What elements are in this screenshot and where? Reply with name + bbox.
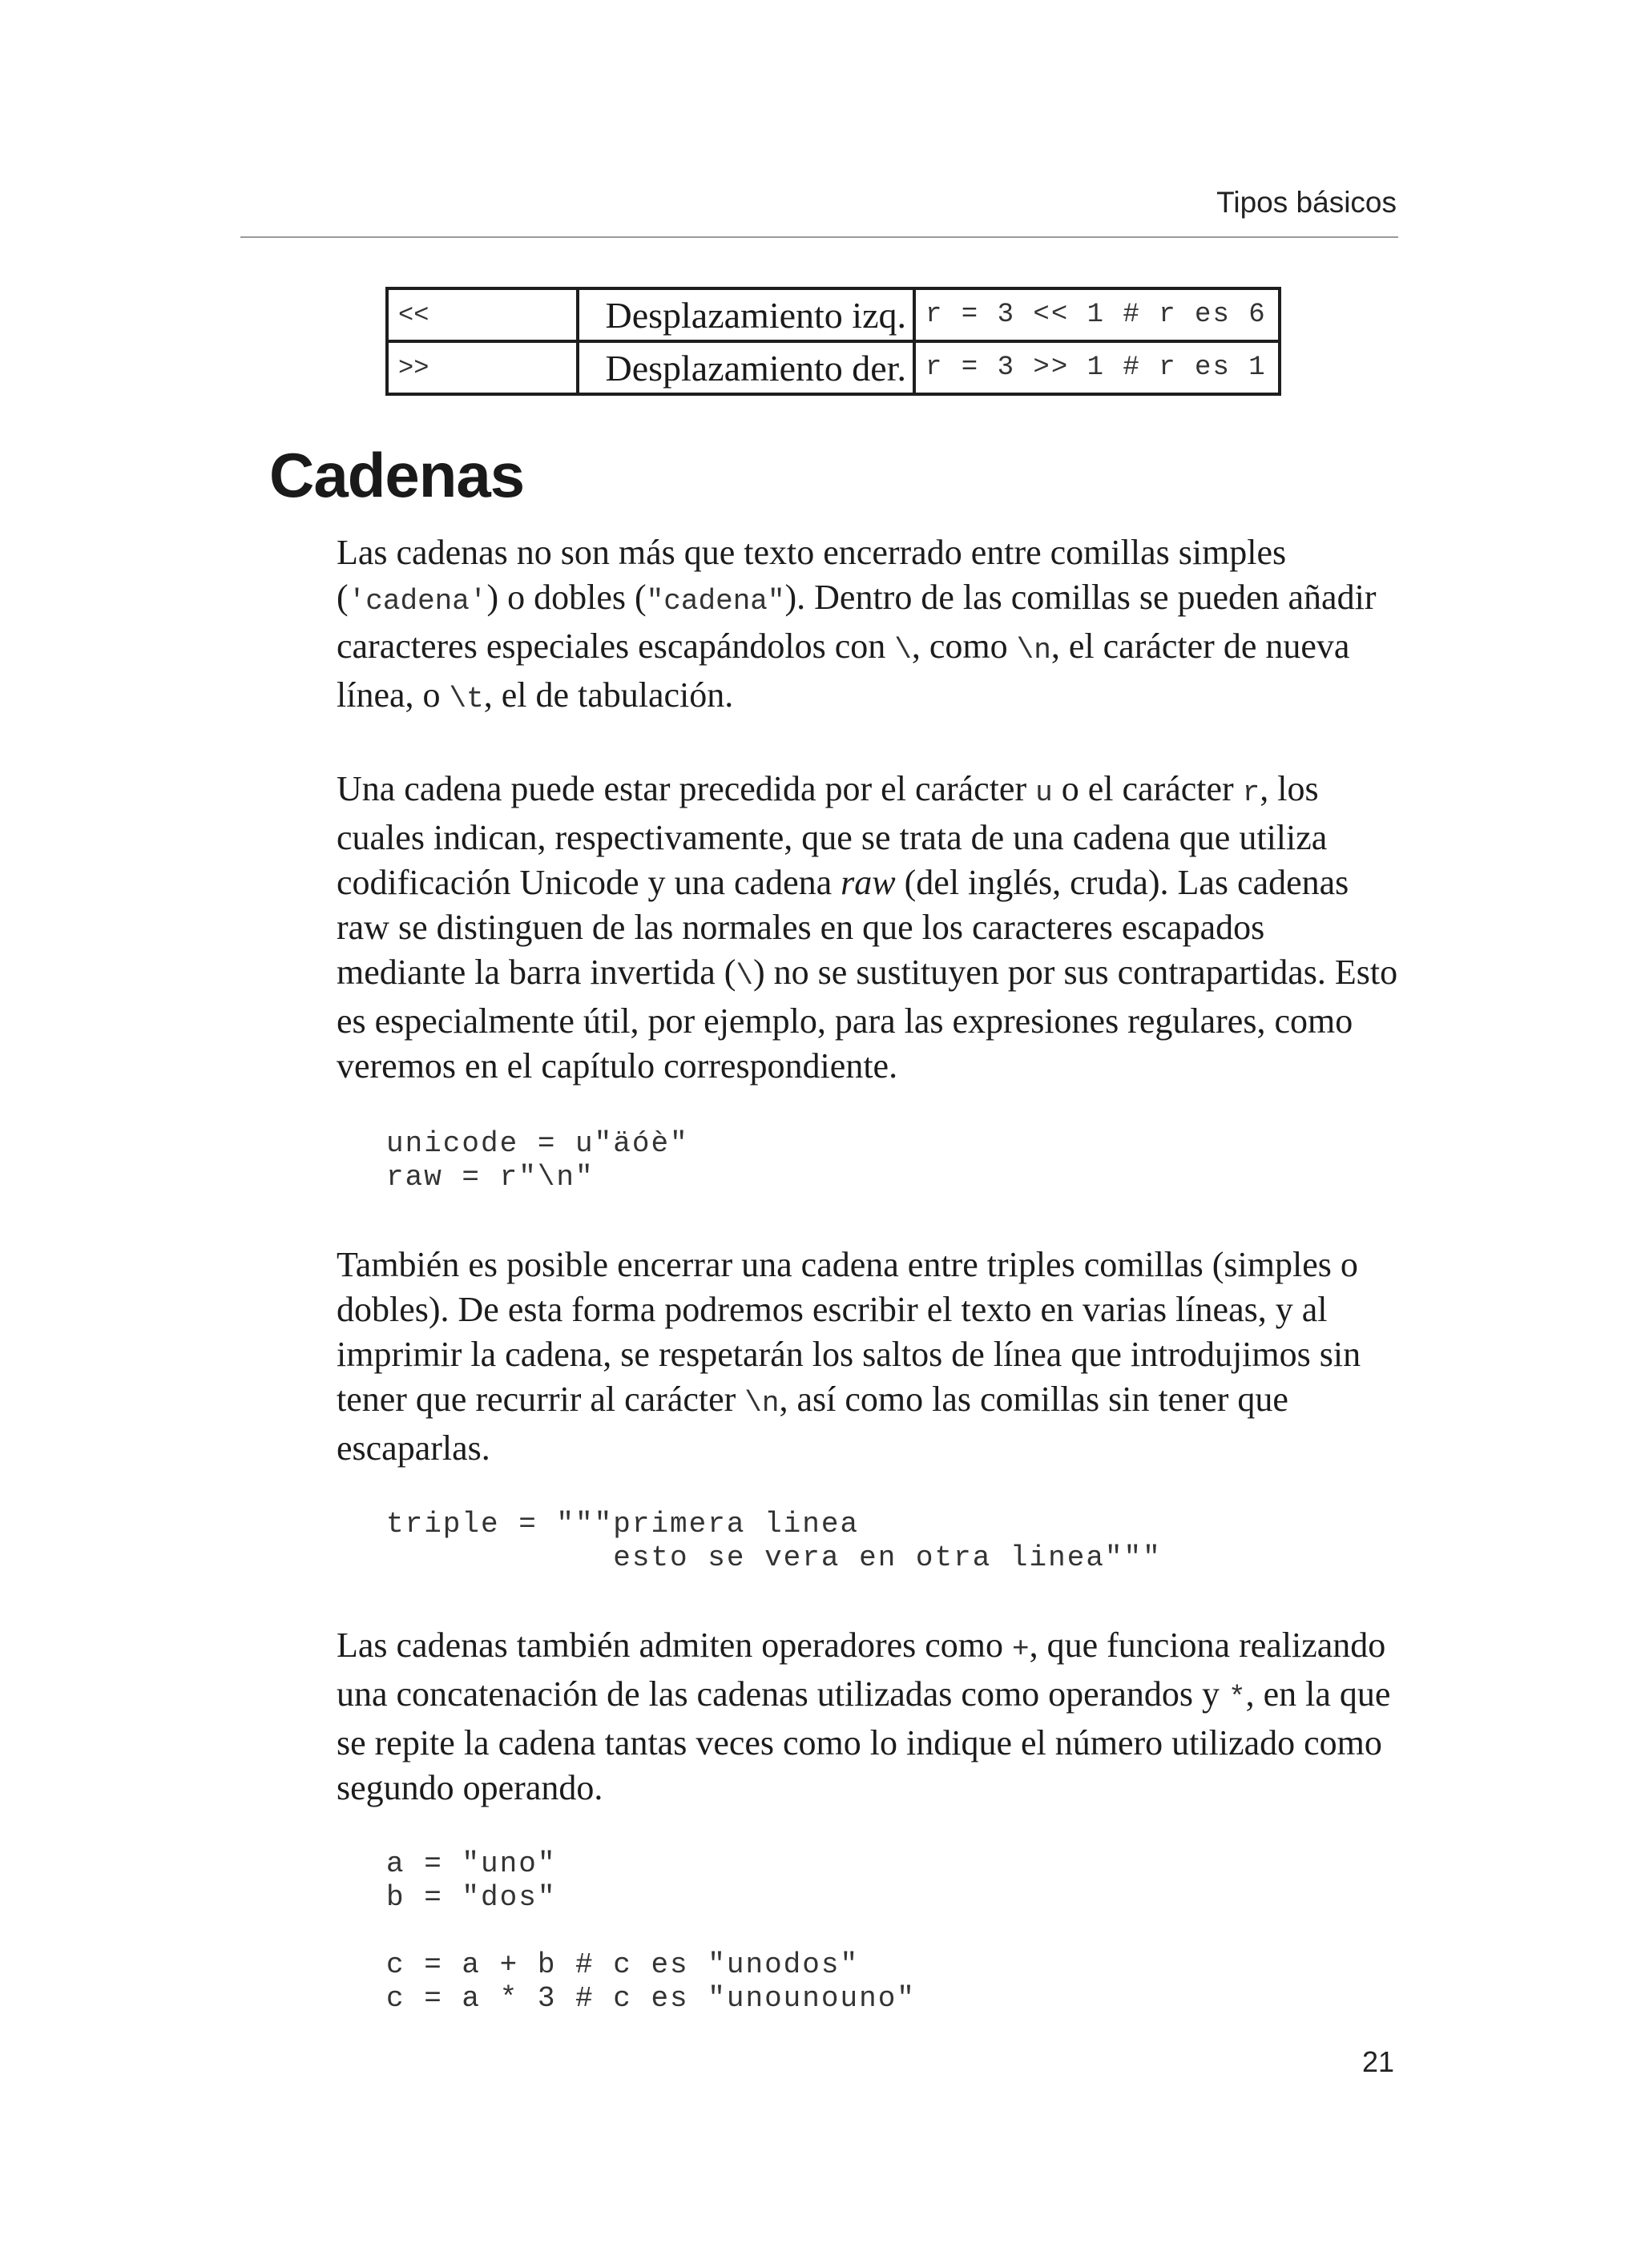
inline-code: "cadena" [646, 585, 785, 618]
description-cell: Desplazamiento izq. [578, 288, 914, 341]
inline-code: * [1228, 1682, 1246, 1714]
operator-cell: << [387, 288, 578, 341]
code-block-triple: triple = """primera linea esto se vera en otra linea""" [386, 1508, 1162, 1574]
description-cell: Desplazamiento der. [578, 341, 914, 394]
page-number: 21 [1361, 2045, 1394, 2078]
text-span: ) no se sustituyen por sus contrapartidas. Esto es especialmente útil, por ejemplo, para las expresiones regulares, como veremos en el capítulo correspondiente. [337, 953, 1398, 1086]
inline-code: \n [744, 1387, 780, 1420]
example-cell: r = 3 >> 1 # r es 1 [914, 341, 1280, 394]
inline-code: + [1012, 1633, 1030, 1666]
operator-cell: >> [387, 341, 578, 394]
text-span: ). Dentro de las comillas se pueden añadir caracteres especiales escapándolos con [337, 578, 1377, 666]
inline-code: \n [1016, 634, 1051, 667]
code-block-unicode-raw: unicode = u"äóè" raw = r"\n" [386, 1127, 689, 1194]
text-span: También es posible encerrar una cadena entre triples comillas (simples o dobles). De esta forma podremos escribir el texto en varias líneas, y al imprimir la cadena, se respetarán los saltos de línea que introdujimos sin tener que recurrir al carácter [337, 1245, 1361, 1419]
running-head: Tipos básicos [1216, 186, 1397, 219]
text-span: Las cadenas también admiten operadores como [337, 1625, 1013, 1665]
operators-table [385, 287, 1281, 396]
text-span: , el carácter de nueva línea, o [337, 626, 1350, 715]
code-block-operators: a = "uno" b = "dos" c = a + b # c es "unodos" c = a * 3 # c es "unounouno" [386, 1847, 916, 2015]
paragraph-4 [337, 1623, 1402, 1811]
inline-code: \t [449, 683, 484, 715]
inline-code: 'cadena' [348, 585, 487, 618]
paragraph-1 [337, 530, 1402, 722]
table-row [387, 288, 1280, 341]
text-span: Una cadena puede estar precedida por el carácter [337, 769, 1036, 808]
table-row [387, 341, 1280, 394]
paragraph-3 [337, 1243, 1402, 1471]
section-title: Cadenas [269, 440, 525, 510]
text-span: , en la que se repite la cadena tantas veces como lo indique el número utilizado como segundo operando. [337, 1674, 1391, 1807]
inline-code: r [1242, 776, 1260, 809]
section-body [337, 530, 1402, 2016]
inline-code: u [1035, 776, 1053, 809]
text-span: (del inglés, cruda). Las cadenas raw se distinguen de las normales en que los caracteres escapados mediante la barra invertida ( [337, 863, 1349, 992]
text-span: , el de tabulación. [483, 675, 734, 715]
text-span: , los cuales indican, respectivamente, que se trata de una cadena que utiliza codificación Unicode y una cadena [337, 769, 1328, 902]
paragraph-2 [337, 767, 1402, 1089]
text-span: , como [911, 626, 1017, 666]
text-span: Las cadenas no son más que texto encerrado entre comillas simples ( [337, 533, 1287, 617]
text-span: o el carácter [1052, 769, 1243, 808]
text-span: , así como las comillas sin tener que escaparlas. [337, 1380, 1288, 1468]
italic-term: raw [841, 863, 896, 902]
example-cell: r = 3 << 1 # r es 6 [914, 288, 1280, 341]
inline-code: \ [894, 634, 912, 667]
text-span: , que funciona realizando una concatenación de las cadenas utilizadas como operandos y [337, 1625, 1386, 1714]
inline-code: \ [736, 960, 754, 993]
text-span: ) o dobles ( [486, 578, 647, 617]
header-rule [240, 236, 1398, 238]
